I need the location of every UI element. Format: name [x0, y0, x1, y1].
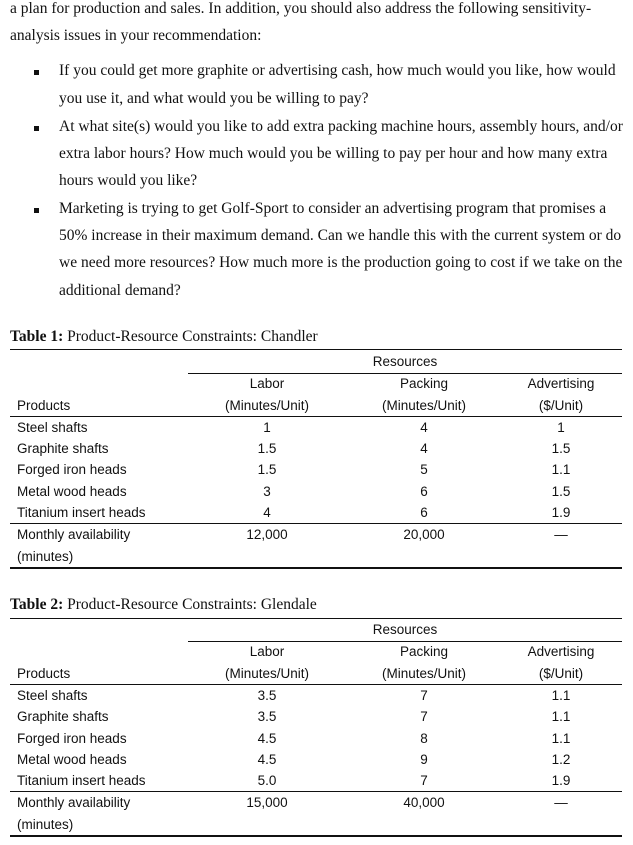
table-row-packing: 8 [420, 731, 428, 746]
table-row-product: Steel shafts [17, 688, 88, 703]
table-row-product: Titanium insert heads [17, 773, 146, 788]
table-row-packing: 5 [420, 462, 428, 477]
table-1-col-packing-unit: (Minutes/Unit) [381, 398, 467, 413]
table-row-product: Titanium insert heads [17, 505, 146, 520]
table-row-packing: 7 [420, 688, 428, 703]
table-row-labor: 1.5 [257, 441, 277, 456]
table-row-advertising: 1.2 [551, 752, 571, 767]
table-row-advertising: 1.1 [551, 731, 571, 746]
table-1-header-rule [10, 416, 622, 417]
table-1-bottom-rule [10, 567, 622, 569]
bullet-marker [34, 126, 39, 131]
table-2-availability-labor: 15,000 [246, 795, 288, 810]
table-2-availability-label: Monthly availability [17, 795, 131, 810]
bullet-3-line-3: we need more resources? How much more is the production going to cost if we take on the [59, 254, 623, 271]
bullet-3-line-1: Marketing is trying to get Golf-Sport to consider an advertising program that promises a [59, 200, 607, 217]
table-row-labor: 3.5 [257, 688, 277, 703]
table-row-packing: 4 [420, 420, 428, 435]
table-2-col-advertising-unit: ($/Unit) [538, 666, 584, 681]
table-2-col-packing-unit: (Minutes/Unit) [381, 666, 467, 681]
table-row-product: Metal wood heads [17, 484, 127, 499]
table-row-advertising: 1.1 [551, 709, 571, 724]
bullet-marker [34, 70, 39, 75]
table-row-packing: 4 [420, 441, 428, 456]
table-2-top-rule [10, 618, 622, 619]
table-row-packing: 7 [420, 773, 428, 788]
table-row-advertising: 1.9 [551, 505, 571, 520]
table-row-advertising: 1.5 [551, 484, 571, 499]
table-row-product: Forged iron heads [17, 731, 127, 746]
table-1-col-labor-unit: (Minutes/Unit) [224, 398, 310, 413]
bullet-2-line-1: At what site(s) would you like to add extra packing machine hours, assembly hours, and/or [59, 118, 623, 135]
table-1-group-header: Resources [372, 354, 438, 369]
bullet-3-line-4: additional demand? [59, 282, 181, 299]
table-row-labor: 4.5 [257, 752, 277, 767]
table-1-label: Table 1: [10, 328, 64, 345]
table-row-labor: 1 [263, 420, 271, 435]
table-2-caption: Product-Resource Constraints: Glendale [67, 596, 317, 613]
table-1-top-rule [10, 349, 622, 350]
table-1-availability-label: Monthly availability [17, 527, 131, 542]
table-row-packing: 9 [420, 752, 428, 767]
table-row-labor: 4.5 [257, 731, 277, 746]
table-row-product: Steel shafts [17, 420, 88, 435]
table-row-labor: 4 [263, 505, 271, 520]
table-row-product: Metal wood heads [17, 752, 127, 767]
bullet-2-line-2: extra labor hours? How much would you be willing to pay per hour and how many extra [59, 145, 608, 162]
bullet-marker [34, 208, 39, 213]
table-1-col-advertising-unit: ($/Unit) [538, 398, 584, 413]
bullet-1-line-2: you use it, and what would you be willing to pay? [59, 90, 369, 107]
table-2-header-rule [10, 684, 622, 685]
table-1-col-packing: Packing [399, 376, 449, 391]
table-1-availability-packing: 20,000 [403, 527, 445, 542]
table-2-availability-advertising: — [554, 795, 568, 810]
table-2-availability-unit: (minutes) [17, 817, 74, 832]
table-1-availability-unit: (minutes) [17, 549, 74, 564]
table-row-labor: 1.5 [257, 462, 277, 477]
table-2-body-rule [10, 791, 622, 792]
table-1-availability-labor: 12,000 [246, 527, 288, 542]
table-row-product: Forged iron heads [17, 462, 127, 477]
table-2-col-advertising: Advertising [527, 644, 595, 659]
table-2-col-labor-unit: (Minutes/Unit) [224, 666, 310, 681]
table-row-labor: 3.5 [257, 709, 277, 724]
table-row-packing: 6 [420, 505, 428, 520]
table-2-col-packing: Packing [399, 644, 449, 659]
table-row-advertising: 1.1 [551, 688, 571, 703]
table-row-advertising: 1.9 [551, 773, 571, 788]
table-row-packing: 6 [420, 484, 428, 499]
intro-line-1: a plan for production and sales. In addition, you should also address the following sensitivity- [10, 0, 592, 17]
table-row-product: Graphite shafts [17, 709, 109, 724]
table-row-labor: 5.0 [257, 773, 277, 788]
table-1-col-labor: Labor [249, 376, 285, 391]
table-row-product: Graphite shafts [17, 441, 109, 456]
bullet-3-line-2: 50% increase in their maximum demand. Can we handle this with the current system or do [59, 227, 622, 244]
bullet-2-line-3: hours would you like? [59, 172, 198, 189]
table-1-availability-advertising: — [554, 527, 568, 542]
table-row-packing: 7 [420, 709, 428, 724]
table-2-bottom-rule [10, 835, 622, 837]
table-2-group-rule [188, 641, 622, 642]
table-2-col-products: Products [17, 666, 71, 681]
table-1-title [10, 328, 318, 346]
table-1-group-rule [188, 373, 622, 374]
table-2-group-header: Resources [372, 622, 438, 637]
table-1-col-advertising: Advertising [527, 376, 595, 391]
table-row-advertising: 1 [557, 420, 565, 435]
bullet-1-line-1: If you could get more graphite or advertising cash, how much would you like, how would [59, 62, 616, 79]
table-row-labor: 3 [263, 484, 271, 499]
table-row-advertising: 1.5 [551, 441, 571, 456]
table-2-title [10, 596, 317, 614]
table-row-advertising: 1.1 [551, 462, 571, 477]
table-2-label: Table 2: [10, 596, 64, 613]
table-1-body-rule [10, 523, 622, 524]
table-2-availability-packing: 40,000 [403, 795, 445, 810]
intro-line-2: analysis issues in your recommendation: [10, 27, 262, 44]
table-1-col-products: Products [17, 398, 71, 413]
table-1-caption: Product-Resource Constraints: Chandler [67, 328, 318, 345]
table-2-col-labor: Labor [249, 644, 285, 659]
